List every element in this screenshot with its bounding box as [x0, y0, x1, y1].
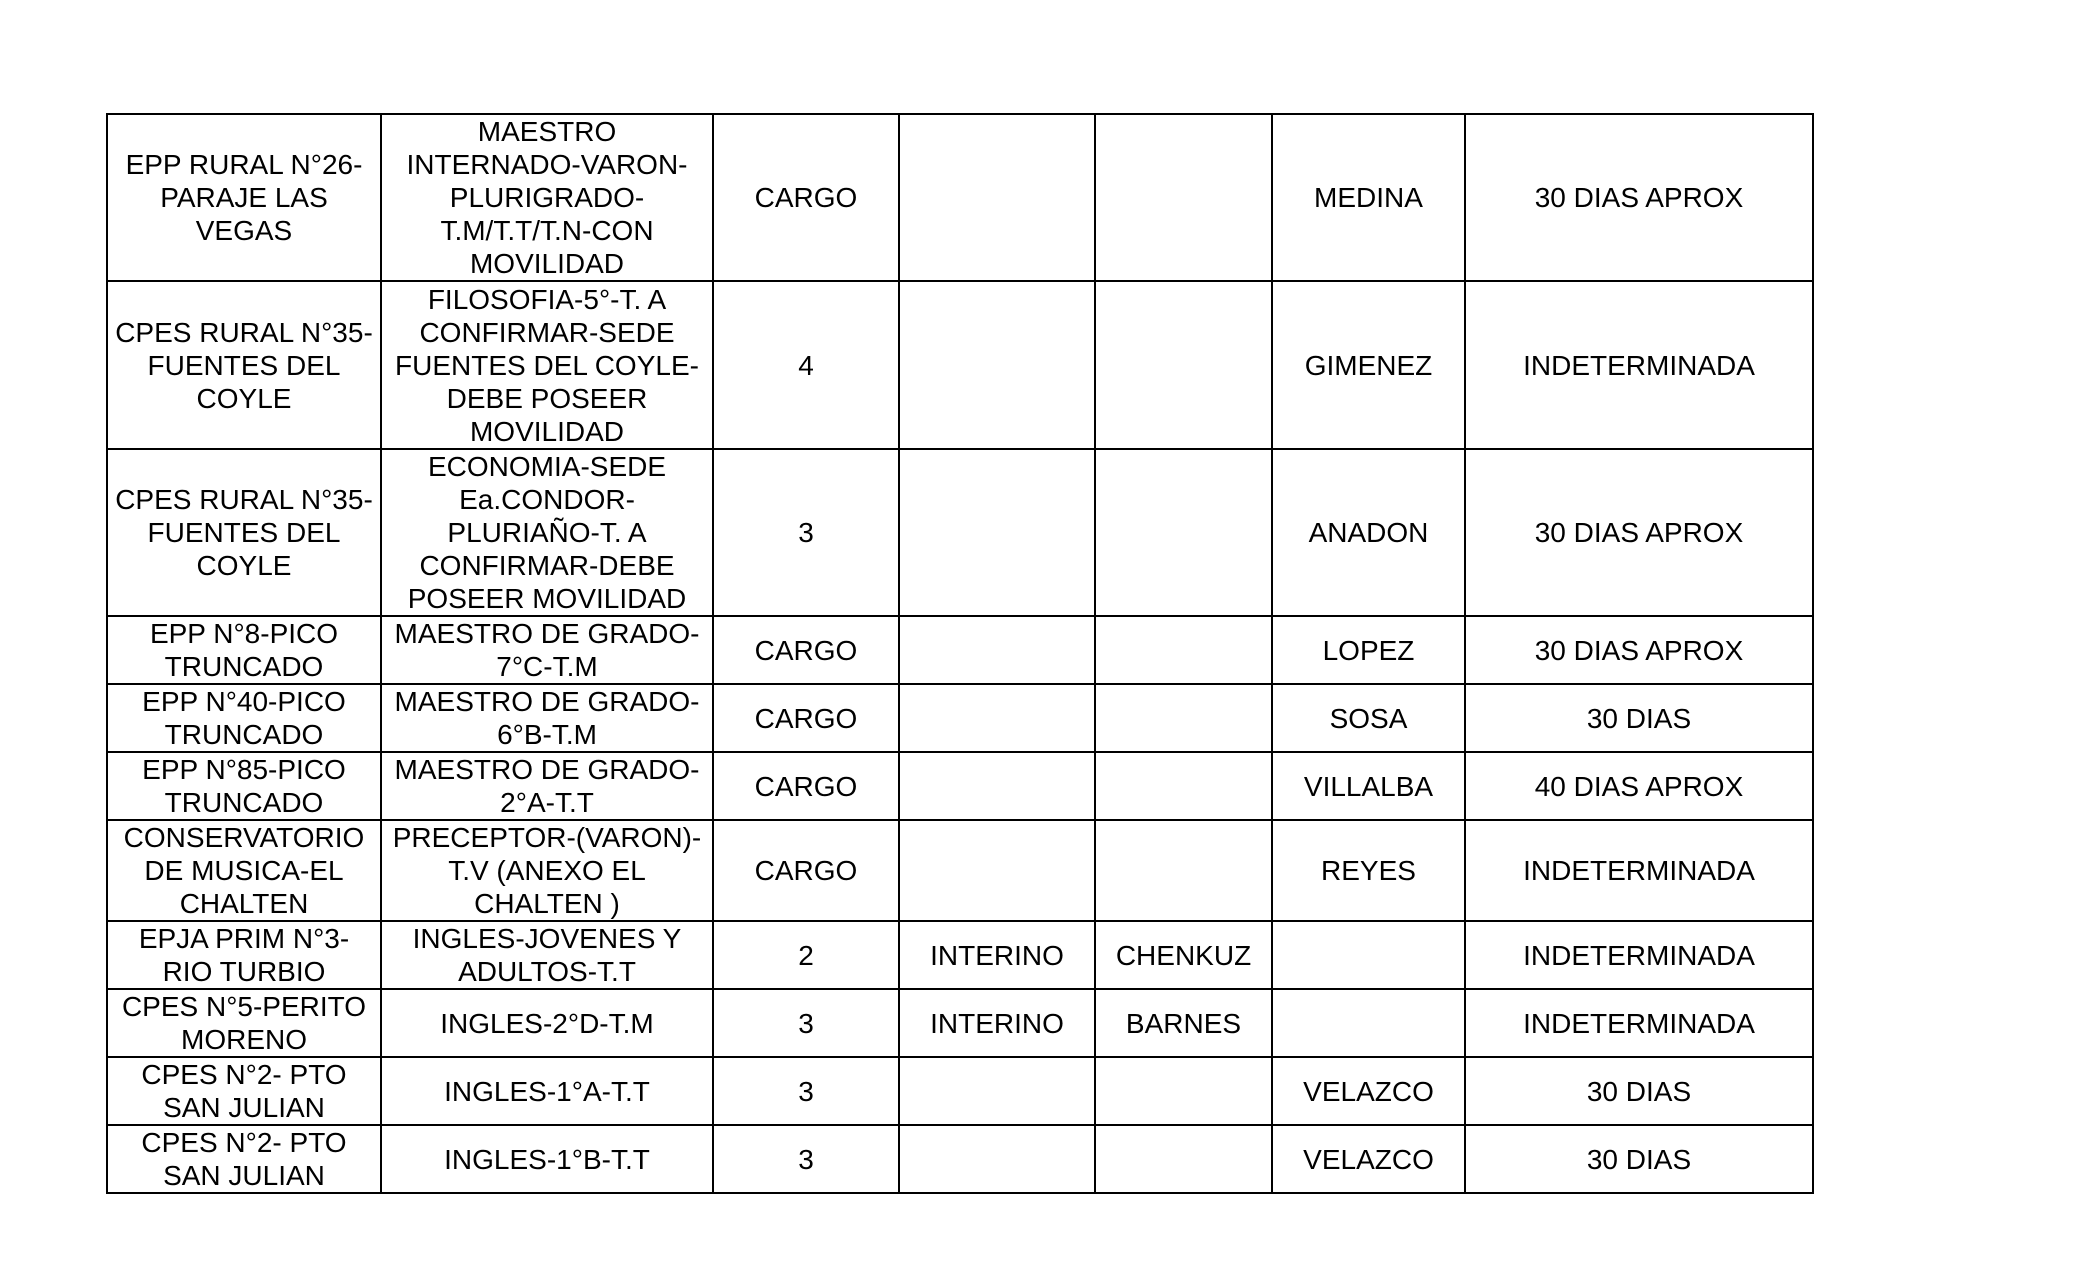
replaced-cell: GIMENEZ [1272, 281, 1465, 449]
hours-cell: CARGO [713, 114, 899, 281]
position-cell: INGLES-2°D-T.M [381, 989, 713, 1057]
holder-cell: CHENKUZ [1095, 921, 1272, 989]
table-row [107, 1125, 1813, 1193]
table-row [107, 989, 1813, 1057]
table-row [107, 114, 1813, 281]
holder-cell [1095, 752, 1272, 820]
table-row [107, 449, 1813, 616]
hours-cell: CARGO [713, 752, 899, 820]
duration-cell: 30 DIAS [1465, 684, 1813, 752]
table-row [107, 684, 1813, 752]
hours-cell: 3 [713, 1125, 899, 1193]
status-cell: INTERINO [899, 989, 1095, 1057]
school-cell: CPES RURAL N°35-FUENTES DEL COYLE [107, 449, 381, 616]
replaced-cell: VELAZCO [1272, 1125, 1465, 1193]
duration-cell: 30 DIAS APROX [1465, 449, 1813, 616]
duration-cell: 30 DIAS [1465, 1057, 1813, 1125]
holder-cell: BARNES [1095, 989, 1272, 1057]
hours-cell: 3 [713, 449, 899, 616]
status-cell [899, 281, 1095, 449]
status-cell [899, 449, 1095, 616]
replaced-cell: REYES [1272, 820, 1465, 921]
position-cell: FILOSOFIA-5°-T. A CONFIRMAR-SEDE FUENTES DEL COYLE-DEBE POSEER MOVILIDAD [381, 281, 713, 449]
status-cell [899, 1057, 1095, 1125]
table-row [107, 1057, 1813, 1125]
table-row [107, 281, 1813, 449]
school-cell: EPJA PRIM N°3-RIO TURBIO [107, 921, 381, 989]
holder-cell [1095, 114, 1272, 281]
replaced-cell: VELAZCO [1272, 1057, 1465, 1125]
replaced-cell: MEDINA [1272, 114, 1465, 281]
position-cell: MAESTRO DE GRADO-6°B-T.M [381, 684, 713, 752]
school-cell: CPES N°2- PTO SAN JULIAN [107, 1057, 381, 1125]
school-cell: CPES N°5-PERITO MORENO [107, 989, 381, 1057]
hours-cell: CARGO [713, 616, 899, 684]
hours-cell: 3 [713, 989, 899, 1057]
school-cell: EPP N°85-PICO TRUNCADO [107, 752, 381, 820]
duration-cell: 30 DIAS APROX [1465, 616, 1813, 684]
school-cell: CPES N°2- PTO SAN JULIAN [107, 1125, 381, 1193]
school-cell: CONSERVATORIO DE MUSICA-EL CHALTEN [107, 820, 381, 921]
hours-cell: 2 [713, 921, 899, 989]
holder-cell [1095, 684, 1272, 752]
school-cell: EPP N°8-PICO TRUNCADO [107, 616, 381, 684]
replaced-cell [1272, 989, 1465, 1057]
holder-cell [1095, 616, 1272, 684]
holder-cell [1095, 820, 1272, 921]
replaced-cell [1272, 921, 1465, 989]
duration-cell: INDETERMINADA [1465, 820, 1813, 921]
position-cell: PRECEPTOR-(VARON)-T.V (ANEXO EL CHALTEN ) [381, 820, 713, 921]
table-row [107, 820, 1813, 921]
status-cell [899, 684, 1095, 752]
status-cell [899, 616, 1095, 684]
replaced-cell: SOSA [1272, 684, 1465, 752]
hours-cell: CARGO [713, 684, 899, 752]
table-row [107, 921, 1813, 989]
position-cell: INGLES-1°A-T.T [381, 1057, 713, 1125]
hours-cell: 4 [713, 281, 899, 449]
status-cell [899, 1125, 1095, 1193]
duration-cell: 30 DIAS [1465, 1125, 1813, 1193]
position-cell: ECONOMIA-SEDE Ea.CONDOR-PLURIAÑO-T. A CONFIRMAR-DEBE POSEER MOVILIDAD [381, 449, 713, 616]
holder-cell [1095, 449, 1272, 616]
status-cell: INTERINO [899, 921, 1095, 989]
school-cell: EPP RURAL N°26-PARAJE LAS VEGAS [107, 114, 381, 281]
duration-cell: 40 DIAS APROX [1465, 752, 1813, 820]
status-cell [899, 820, 1095, 921]
replaced-cell: VILLALBA [1272, 752, 1465, 820]
duration-cell: INDETERMINADA [1465, 989, 1813, 1057]
holder-cell [1095, 1057, 1272, 1125]
position-cell: MAESTRO DE GRADO-7°C-T.M [381, 616, 713, 684]
school-cell: CPES RURAL N°35-FUENTES DEL COYLE [107, 281, 381, 449]
duration-cell: 30 DIAS APROX [1465, 114, 1813, 281]
table-row [107, 616, 1813, 684]
duration-cell: INDETERMINADA [1465, 921, 1813, 989]
replaced-cell: ANADON [1272, 449, 1465, 616]
school-cell: EPP N°40-PICO TRUNCADO [107, 684, 381, 752]
table-row [107, 752, 1813, 820]
position-cell: MAESTRO DE GRADO-2°A-T.T [381, 752, 713, 820]
holder-cell [1095, 1125, 1272, 1193]
table-body [107, 114, 1813, 1193]
vacancy-table [106, 113, 1814, 1194]
position-cell: MAESTRO INTERNADO-VARON-PLURIGRADO-T.M/T.T/T.N-CON MOVILIDAD [381, 114, 713, 281]
hours-cell: CARGO [713, 820, 899, 921]
holder-cell [1095, 281, 1272, 449]
replaced-cell: LOPEZ [1272, 616, 1465, 684]
position-cell: INGLES-JOVENES Y ADULTOS-T.T [381, 921, 713, 989]
status-cell [899, 114, 1095, 281]
duration-cell: INDETERMINADA [1465, 281, 1813, 449]
position-cell: INGLES-1°B-T.T [381, 1125, 713, 1193]
hours-cell: 3 [713, 1057, 899, 1125]
status-cell [899, 752, 1095, 820]
